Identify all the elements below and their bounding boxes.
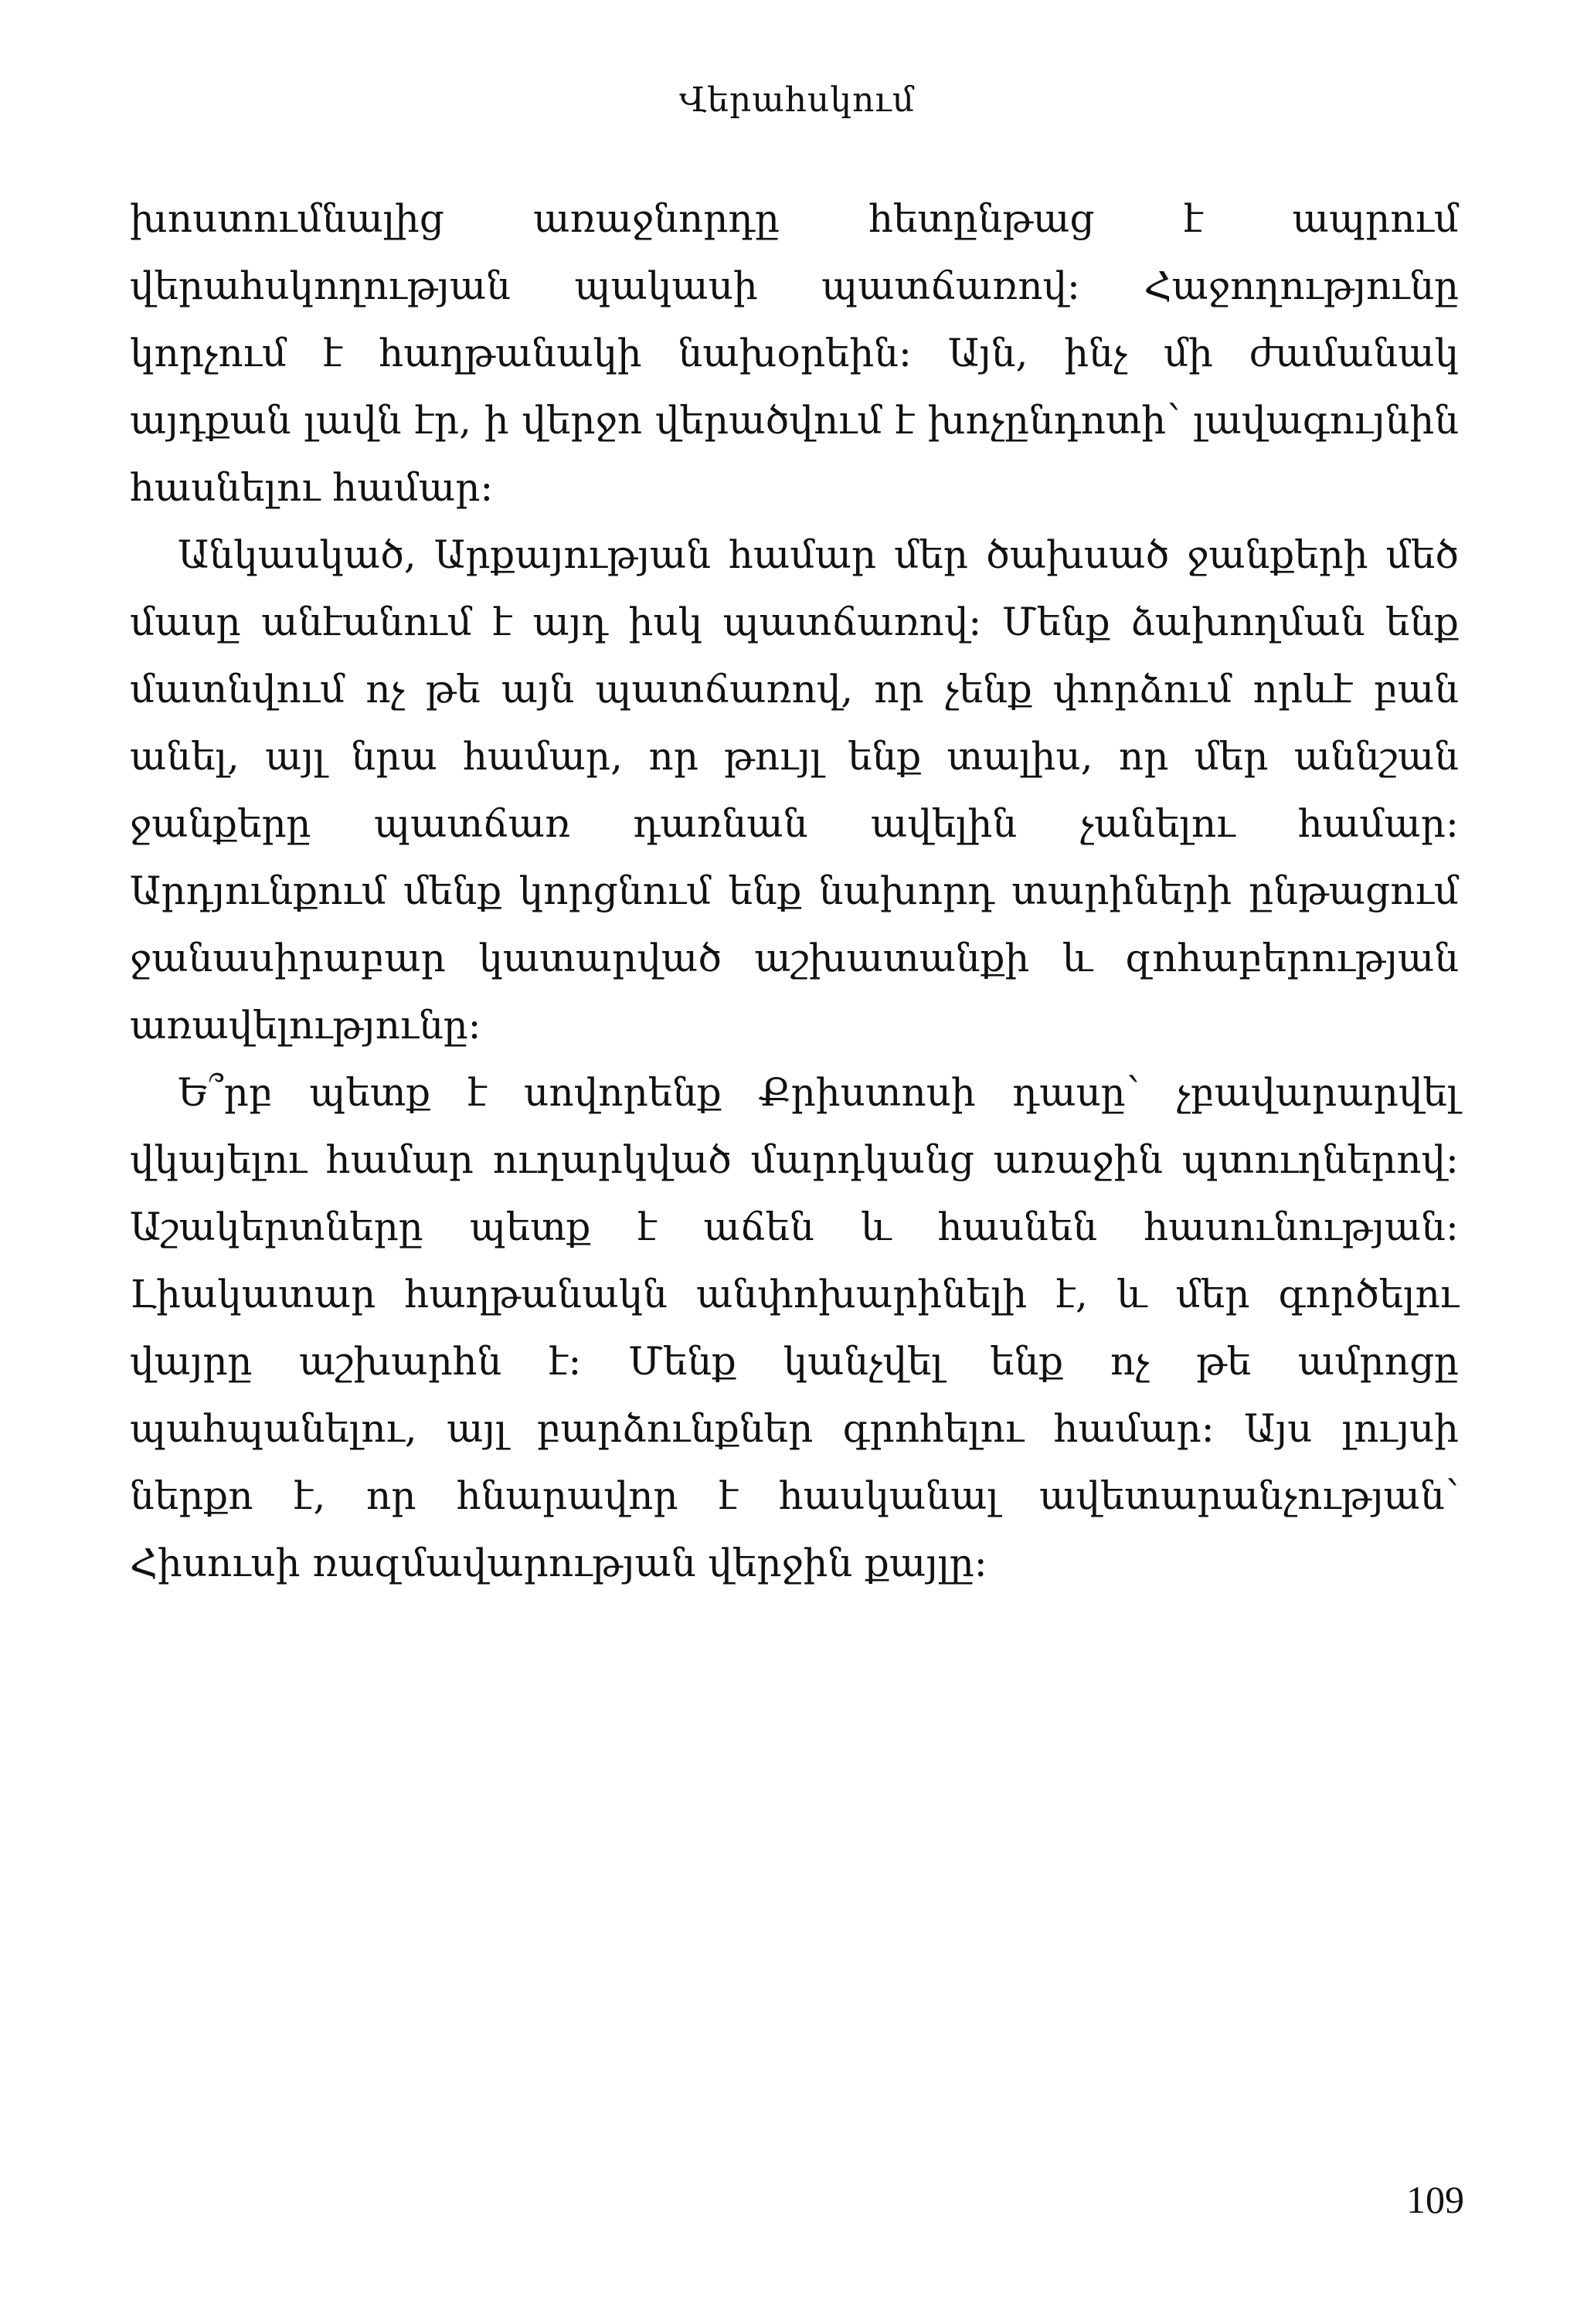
body-text: [130, 185, 1459, 1597]
paragraph-1: խոստումնալից առաջնորդը հետընթաց է ապրում վերահսկողության պակասի պատճառով։ Հաջողությունը կորչում է հաղթանակի նախօրեին։ Այն, ինչ մի ժամանակ այդքան լավն էր, ի վերջո վերածվում է խոչընդոտի՝ լավագույնին հասնելու համար։: [130, 196, 1459, 510]
paragraph-2: Անկասկած, Արքայության համար մեր ծախսած ջանքերի մեծ մասը անէանում է այդ իսկ պատճառով։ Մենք ձախողման ենք մատնվում ոչ թե այն պատճառով, որ չենք փորձում որևէ բան անել, այլ նրա համար, որ թույլ ենք տալիս, որ մեր աննշան ջանքերը պատճառ դառնան ավելին չանելու համար։ Արդյունքում մենք կորցնում ենք նախորդ տարիների ընթացում ջանասիրաբար կատարված աշխատանքի և զոհաբերության առավելությունը։: [130, 532, 1459, 1048]
running-head: Վերահսկում: [678, 80, 916, 120]
paragraph-3: Ե՞րբ պետք է սովորենք Քրիստոսի դասը՝ չբավարարվել վկայելու համար ուղարկված մարդկանց առաջին պտուղներով։ Աշակերտները պետք է աճեն և հասնեն հասունության։ Լիակատար հաղթանակն անփոխարինելի է, և մեր գործելու վայրը աշխարհն է։ Մենք կանչվել ենք ոչ թե ամրոցը պահպանելու, այլ բարձունքներ գրոհելու համար։ Այս լույսի ներքո է, որ հնարավոր է հասկանալ ավետարանչության՝ Հիսուսի ռազմավարության վերջին քայլը։: [130, 1070, 1459, 1585]
page-number: 109: [1406, 2178, 1464, 2221]
